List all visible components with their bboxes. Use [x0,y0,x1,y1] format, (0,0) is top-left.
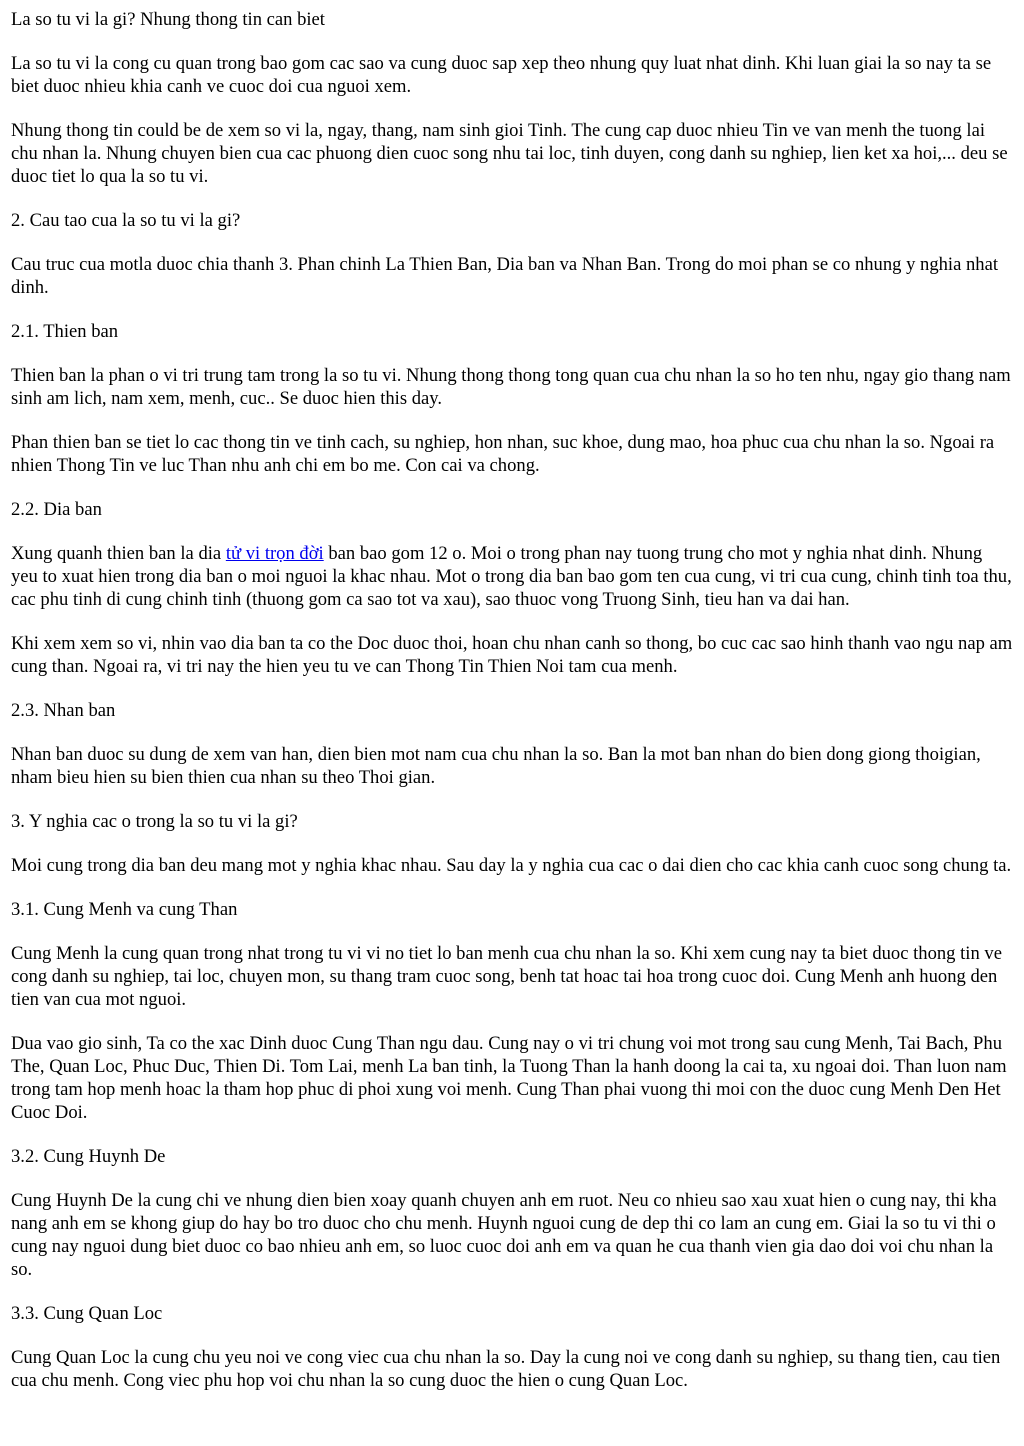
subsection-heading: 3.1. Cung Menh va cung Than [11,899,238,920]
body-paragraph: Cung Menh la cung quan trong nhat trong tu vi vi no tiet lo ban menh cua chu nhan la so. Khi xem cung nay ta biet duoc thong tin ve cong danh su nghiep, tai loc, chuyen mon, su thang tram cuoc song, benh tat hoac tai hoa trong cuoc doi. Cung Menh anh huong den tien van cua mot nguoi. [11,943,1002,1010]
body-paragraph: Khi xem xem so vi, nhin vao dia ban ta co the Doc duoc thoi, hoan chu nhan canh so thong, bo cuc cac sao hinh thanh vao ngu nap am cung than. Ngoai ra, vi tri nay the hien yeu tu ve can Thong Tin Thien Noi tam cua menh. [11,633,1013,677]
article-title: La so tu vi la gi? Nhung thong tin can biet [11,9,325,30]
subsection-heading: 2.2. Dia ban [11,499,102,520]
body-paragraph: Cau truc cua motla duoc chia thanh 3. Phan chinh La Thien Ban, Dia ban va Nhan Ban. Trong do moi phan se co nhung y nghia nhat dinh. [11,254,998,298]
subsection-heading: 2.3. Nhan ban [11,700,116,721]
body-paragraph: Nhan ban duoc su dung de xem van han, dien bien mot nam cua chu nhan la so. Ban la mot ban nhan do bien dong giong thoigian, nham bieu hien su bien thien cua nhan su theo Thoi gian. [11,744,981,788]
section-heading: 2. Cau tao cua la so tu vi la gi? [11,210,241,231]
paragraph-text: Xung quanh thien ban la dia [11,543,226,564]
body-paragraph: Moi cung trong dia ban deu mang mot y nghia khac nhau. Sau day la y nghia cua cac o dai dien cho cac khia canh cuoc song chung ta. [11,855,1012,876]
subsection-heading: 3.3. Cung Quan Loc [11,1303,163,1324]
body-paragraph: Cung Huynh De la cung chi ve nhung dien bien xoay quanh chuyen anh em ruot. Neu co nhieu sao xau xuat hien o cung nay, thi kha nang anh em se khong giup do hay bo tro duoc cho chu menh. Huynh nguoi cung de dep thi co lam an cung em. Giai la so tu vi thi o cung nay nguoi dung biet duoc co bao nhieu anh em, so luoc cuoc doi anh em va quan he cua thanh vien gia dao doi voi chu nhan la so. [11,1190,997,1280]
body-paragraph-with-link [11,542,1013,611]
paragraph-text: ban bao gom 12 o. Moi o trong phan nay tuong trung cho mot y nghia nhat dinh. Nhung yeu to xuat hien trong dia ban o moi nguoi la khac nhau. Mot o trong dia ban bao gom ten cua cung, vi tri cua cung, chinh tinh toa thu, cac phu tinh di cung chinh tinh (thuong gom ca sao tot va xau), sao thuoc vong Truong Sinh, tieu han va dai han. [11,543,1012,610]
section-heading: 3. Y nghia cac o trong la so tu vi la gi? [11,811,298,832]
body-paragraph: Thien ban la phan o vi tri trung tam trong la so tu vi. Nhung thong thong tong quan cua chu nhan la so ho ten nhu, ngay gio thang nam sinh am lich, nam xem, menh, cuc.. Se duoc hien this day. [11,365,1011,409]
body-paragraph: Cung Quan Loc la cung chu yeu noi ve cong viec cua chu nhan la so. Day la cung noi ve cong danh su nghiep, su thang tien, cau tien cua chu menh. Cong viec phu hop voi chu nhan la so cung duoc the hien o cung Quan Loc. [11,1347,1001,1391]
body-paragraph: Dua vao gio sinh, Ta co the xac Dinh duoc Cung Than ngu dau. Cung nay o vi tri chung voi mot trong sau cung Menh, Tai Bach, Phu The, Quan Loc, Phuc Duc, Thien Di. Tom Lai, menh La ban tinh, la Tuong Than la hanh doong la cai ta, xu ngoai doi. Than luon nam trong tam hop menh hoac la tham hop phuc di phoi xung voi menh. Cung Than phai vuong thi moi con the duoc cung Menh Den Het Cuoc Doi. [11,1033,1007,1123]
intro-paragraph: La so tu vi la cong cu quan trong bao gom cac sao va cung duoc sap xep theo nhung quy luat nhat dinh. Khi luan giai la so nay ta se biet duoc nhieu khia canh ve cuoc doi cua nguoi xem. [11,53,992,97]
subsection-heading: 2.1. Thien ban [11,321,119,342]
body-paragraph: Nhung thong tin could be de xem so vi la, ngay, thang, nam sinh gioi Tinh. The cung cap duoc nhieu Tin ve van menh the tuong lai chu nhan la. Nhung chuyen bien cua cac phuong dien cuoc song nhu tai loc, tinh duyen, cong danh su nghiep, lien ket xa hoi,... deu se duoc tiet lo qua la so tu vi. [11,120,1008,187]
body-paragraph: Phan thien ban se tiet lo cac thong tin ve tinh cach, su nghiep, hon nhan, suc khoe, dung mao, hoa phuc cua chu nhan la so. Ngoai ra nhien Thong Tin ve luc Than nhu anh chi em bo me. Con cai va chong. [11,432,995,476]
subsection-heading: 3.2. Cung Huynh De [11,1146,166,1167]
tu-vi-tron-doi-link[interactable]: tử vi trọn đời [225,543,324,564]
